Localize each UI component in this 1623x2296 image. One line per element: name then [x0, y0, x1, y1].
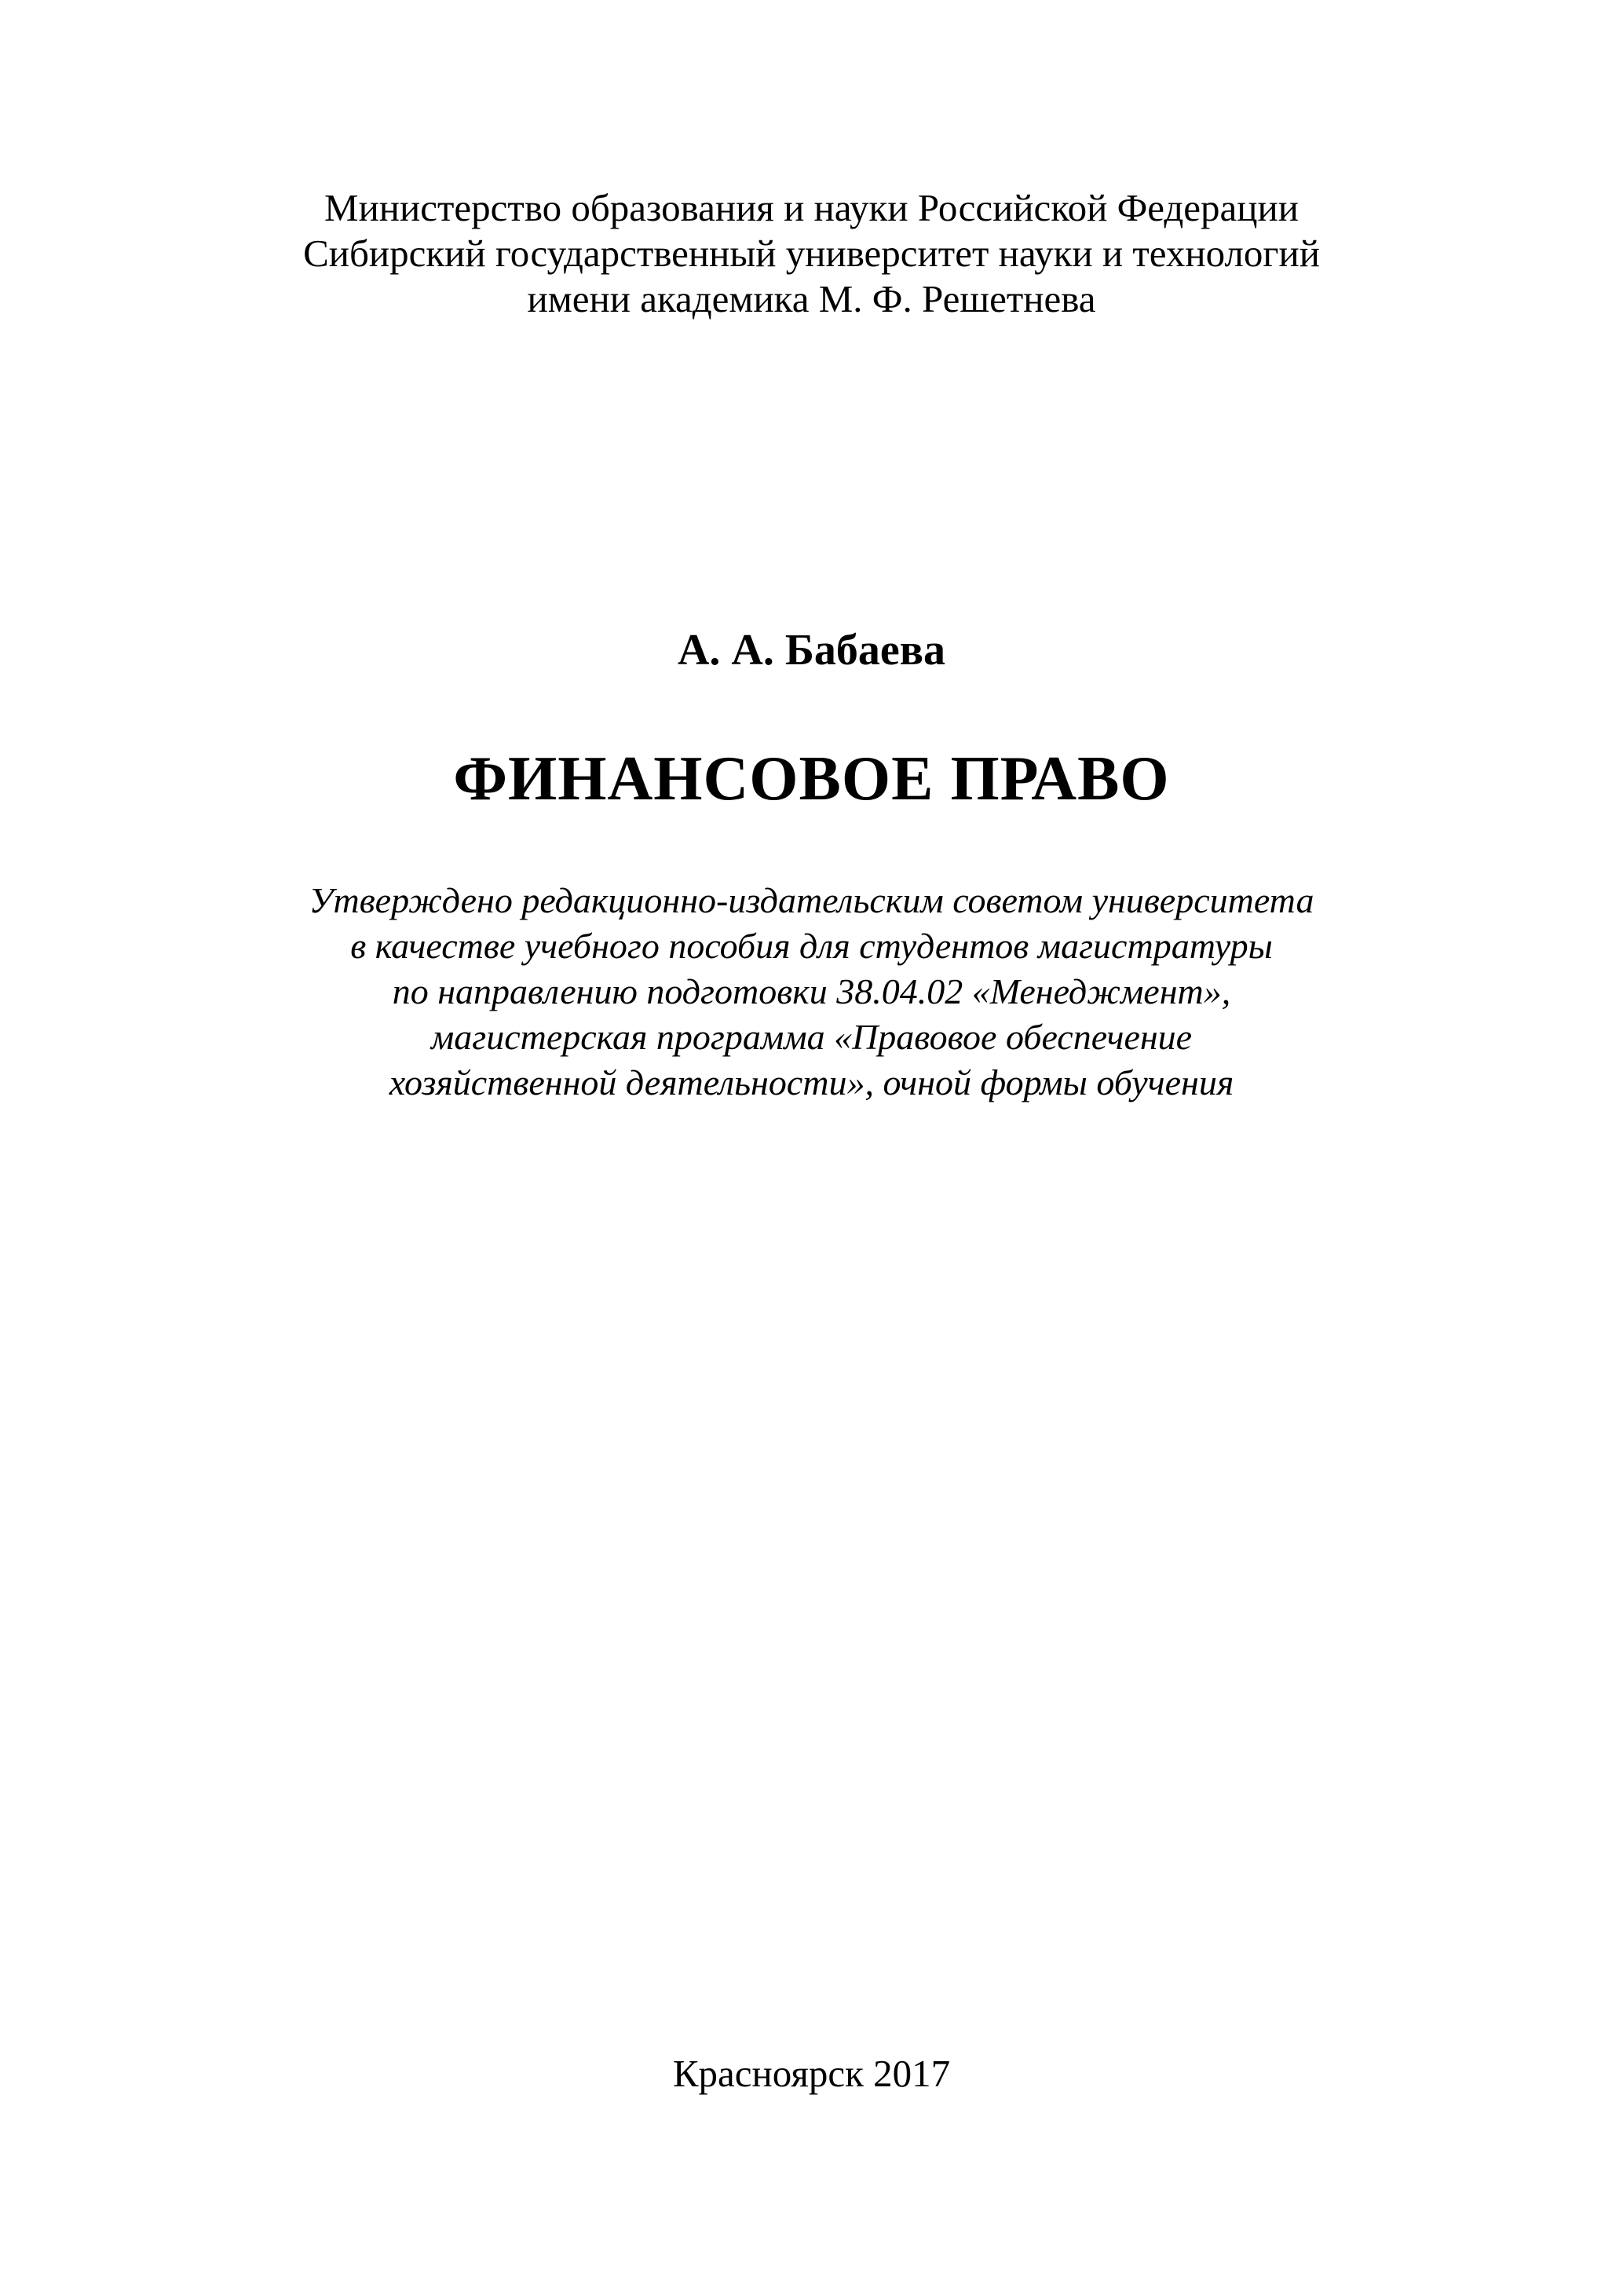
approval-note — [0, 878, 1623, 1106]
approval-line: магистерская программа «Правовое обеспечение — [430, 1017, 1193, 1057]
university-name-line: имени академика М. Ф. Решетнева — [527, 277, 1096, 320]
ministry-line: Министерство образования и науки Российской Федерации — [324, 186, 1299, 229]
approval-line: по направлению подготовки 38.04.02 «Менеджмент», — [392, 971, 1231, 1011]
author-name: А. А. Бабаева — [677, 626, 945, 675]
approval-line: Утверждено редакционно-издательским советом университета — [309, 880, 1314, 920]
approval-line: хозяйственной деятельности», очной формы обучения — [389, 1062, 1234, 1102]
document-title: ФИНАНСОВОЕ ПРАВО — [453, 744, 1170, 813]
city-year: Красноярск 2017 — [672, 2052, 951, 2095]
institution-header — [0, 185, 1623, 322]
approval-line: в качестве учебного пособия для студентов магистратуры — [350, 926, 1273, 966]
university-line: Сибирский государственный университет науки и технологий — [303, 232, 1320, 275]
